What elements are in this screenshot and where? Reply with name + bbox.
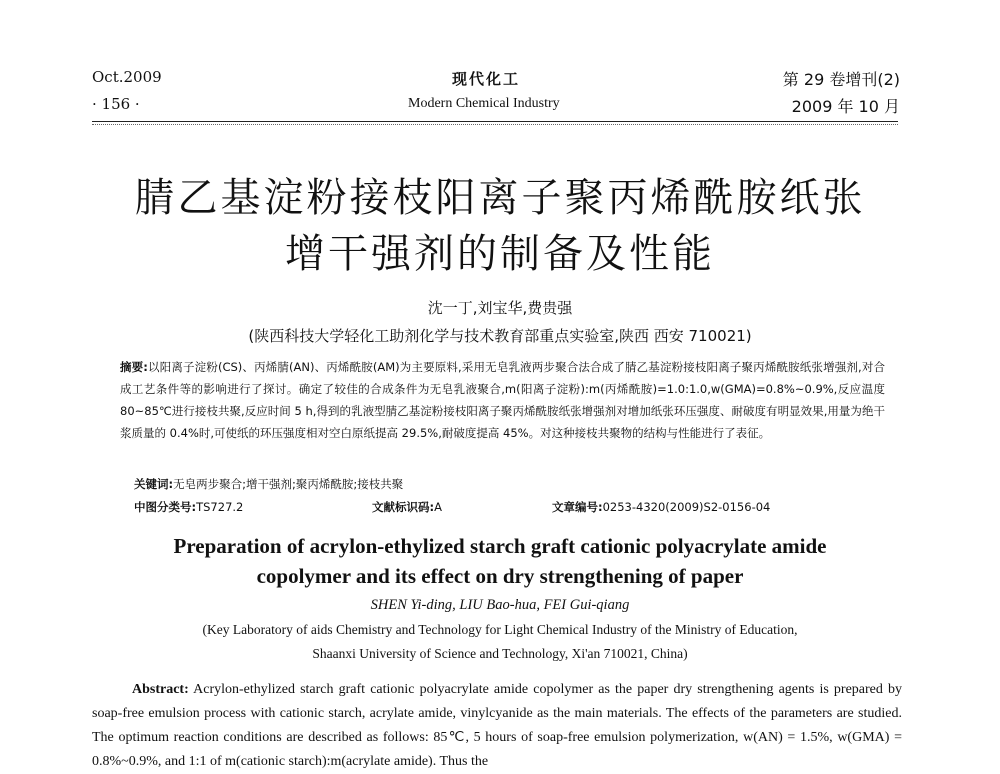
article-number-value: 0253-4320(2009)S2-0156-04 — [602, 500, 771, 514]
document-code-label: 文献标识码: — [372, 500, 435, 514]
header-journal-en: Modern Chemical Industry — [408, 96, 560, 111]
affiliation-cn: (陕西科技大学轻化工助剂化学与技术教育部重点实验室,陕西 西安 710021) — [248, 327, 752, 345]
authors-en: SHEN Yi-ding, LIU Bao-hua, FEI Gui-qiang — [370, 597, 630, 613]
document-code-value: A — [434, 500, 442, 514]
abstract-cn — [120, 356, 885, 444]
header-journal-cn: 现代化工 — [452, 70, 521, 88]
article-number-label: 文章编号: — [552, 500, 603, 514]
abstract-cn-text: 以阳离子淀粉(CS)、丙烯腈(AN)、丙烯酰胺(AM)为主要原料,采用无皂乳液两步聚合法合成了腈乙基淀粉接枝阳离子聚丙烯酰胺纸张增强剂,对合成工艺条件等的影响进行了探讨。确定了较佳的合成条件为无皂乳液聚合,m(阳离子淀粉):m(丙烯酰胺)=1.0:1.0,w(GMA)=0.8%~0.9%,反应温度 80~85℃进行接枝共聚,反应时间 5 h,得到的乳液型腈乙基淀粉接枝阳离子聚丙烯酰胺纸张增强剂对增加纸张环压强度、耐破度有明显效果,用量为绝干浆质量的 0.4%时,可使纸的环压强度相对空白原纸提高 29.5%,耐破度提高 45%。对这种接枝共聚物的结构与性能进行了表征。 — [120, 360, 885, 440]
clc-number — [134, 499, 243, 515]
header-issue-date: 2009 年 10 月 — [791, 97, 900, 116]
clc-value: TS727.2 — [196, 500, 244, 514]
header-volume: 第 29 卷增刊(2) — [782, 70, 900, 89]
title-line-2: 增干强剂的制备及性能 — [285, 231, 715, 277]
document-code — [372, 499, 442, 515]
abstract-en-text: Acrylon-ethylized starch graft cationic polyacrylate amide copolymer as the paper dry strengthening agents is prepared by soap-free emulsion process with cationic starch, acrylate amide, vinylcyanide as the main materials. The effects of the parameters are studied. The optimum reaction conditions are described as follows: 85℃, 5 hours of soap-free emulsion polymerization, w(AN) = 1.5%, w(GMA) = 0.8%~0.9%, and 1:1 of m(cationic starch):m(acrylate amide). Thus the — [92, 682, 902, 769]
clc-label: 中图分类号: — [134, 500, 197, 514]
title-en-line-1: Preparation of acrylon-ethylized starch graft cationic polyacrylate amide — [173, 534, 827, 558]
header-rule — [92, 121, 898, 122]
article-number — [552, 499, 770, 515]
keywords-cn-label: 关键词: — [134, 477, 174, 491]
abstract-cn-label: 摘要: — [120, 360, 148, 374]
title-line-1: 腈乙基淀粉接枝阳离子聚丙烯酰胺纸张 — [134, 175, 866, 221]
header-date: Oct.2009 — [92, 68, 162, 86]
authors-cn: 沈一丁,刘宝华,费贵强 — [427, 299, 573, 317]
keywords-cn — [134, 476, 403, 492]
keywords-cn-text: 无皂两步聚合;增干强剂;聚丙烯酰胺;接枝共聚 — [173, 477, 404, 491]
title-en-line-2: copolymer and its effect on dry strengthening of paper — [256, 564, 744, 588]
header-rule-thin — [92, 124, 898, 125]
affiliation-en-line-2: Shaanxi University of Science and Technology, Xi'an 710021, China) — [312, 646, 688, 661]
abstract-en-label: Abstract: — [132, 682, 189, 697]
header-page-number: · 156 · — [92, 95, 140, 113]
affiliation-en-line-1: (Key Laboratory of aids Chemistry and Technology for Light Chemical Industry of the Ministry of Education, — [202, 622, 798, 637]
